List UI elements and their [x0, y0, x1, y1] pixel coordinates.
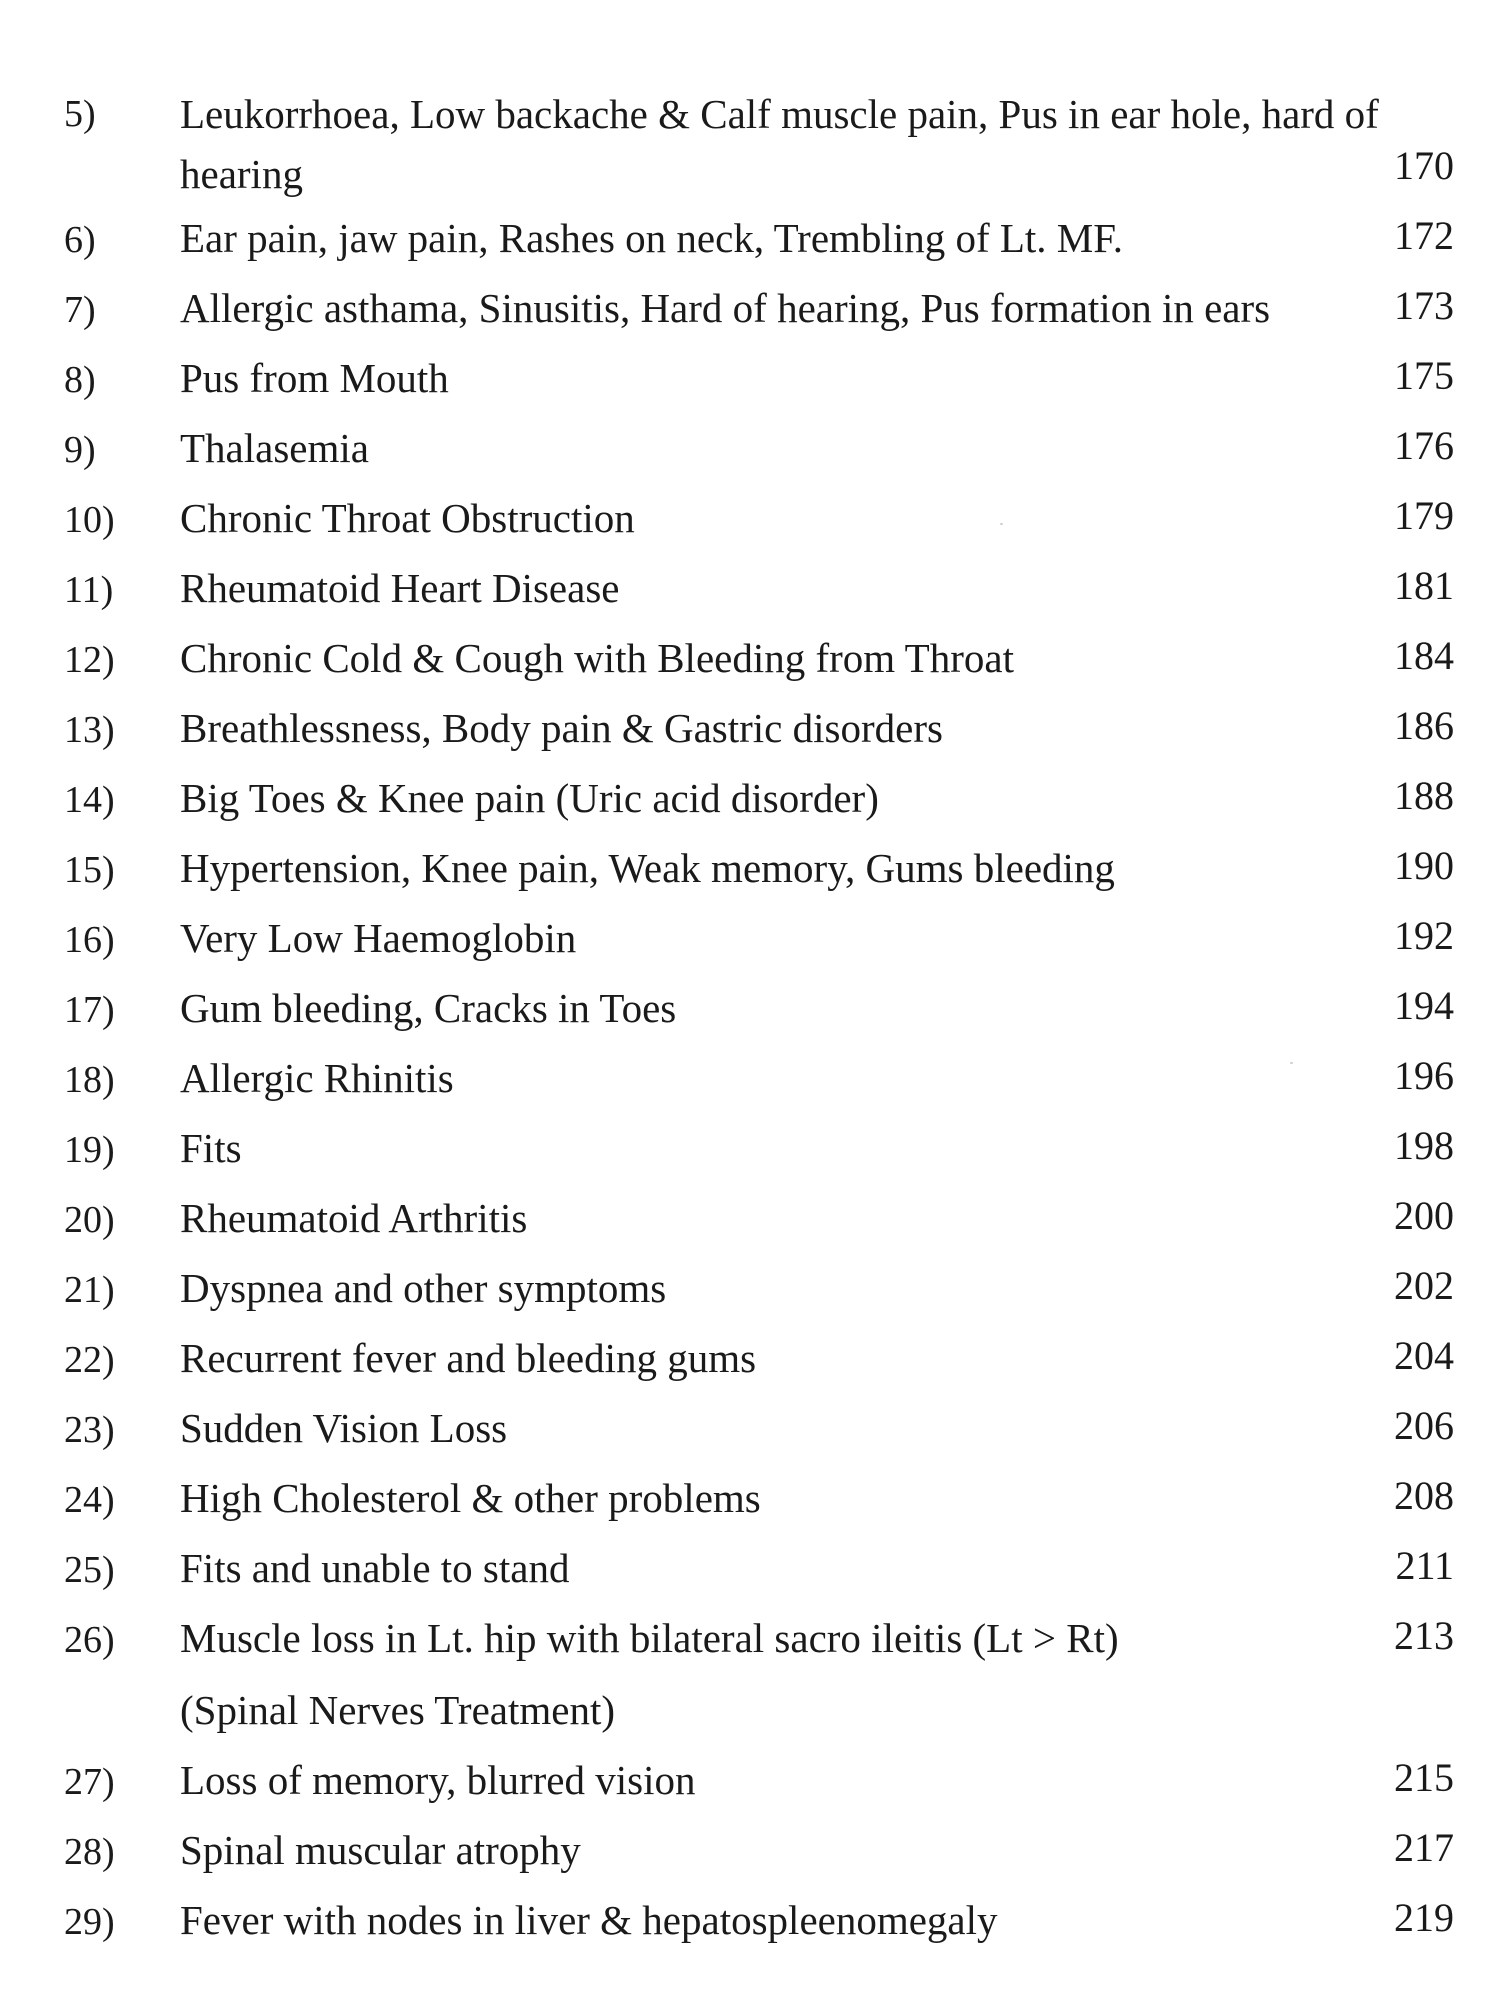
entry-title: Muscle loss in Lt. hip with bilateral sacro ileitis (Lt > Rt)	[180, 1615, 1119, 1661]
entry-page: 181	[1394, 563, 1454, 608]
entry-page: 206	[1394, 1403, 1454, 1448]
entry-title: Rheumatoid Arthritis	[180, 1195, 528, 1241]
entry-page: 219	[1394, 1895, 1454, 1940]
entry-title: Spinal muscular atrophy	[180, 1827, 581, 1873]
entry-title: Ear pain, jaw pain, Rashes on neck, Trembling of Lt. MF.	[180, 215, 1124, 261]
entry-page: 194	[1394, 983, 1454, 1028]
entry-title: Allergic asthama, Sinusitis, Hard of hearing, Pus formation in ears	[180, 285, 1271, 331]
entry-number: 23)	[64, 1409, 115, 1451]
entry-number: 15)	[64, 849, 115, 891]
entry-page: 200	[1394, 1193, 1454, 1238]
entry-number: 14)	[64, 779, 115, 821]
entry-title: Leukorrhoea, Low backache & Calf muscle pain, Pus in ear hole, hard of hearing	[180, 91, 1379, 197]
entry-page: 173	[1394, 283, 1454, 328]
entry-page: 179	[1394, 493, 1454, 538]
scan-speck	[1290, 1062, 1293, 1064]
entry-number: 24)	[64, 1479, 115, 1521]
entry-title: Pus from Mouth	[180, 355, 449, 401]
entry-title: Breathlessness, Body pain & Gastric disorders	[180, 705, 943, 751]
entry-page: 213	[1394, 1613, 1454, 1658]
entry-number: 17)	[64, 989, 115, 1031]
entry-title: Gum bleeding, Cracks in Toes	[180, 985, 677, 1031]
entry-number: 7)	[64, 289, 96, 331]
entry-title: Very Low Haemoglobin	[180, 915, 577, 961]
entry-title: Thalasemia	[180, 425, 369, 471]
entry-page: 188	[1394, 773, 1454, 818]
entry-title: Hypertension, Knee pain, Weak memory, Gums bleeding	[180, 845, 1115, 891]
entry-page: 198	[1394, 1123, 1454, 1168]
entry-number: 5)	[64, 93, 96, 135]
entry-page: 192	[1394, 913, 1454, 958]
entry-number: 11)	[64, 569, 114, 611]
entry-number: 22)	[64, 1339, 115, 1381]
entry-number: 29)	[64, 1901, 115, 1943]
entry-number: 8)	[64, 359, 96, 401]
entry-page: 217	[1394, 1825, 1454, 1870]
entry-number: 18)	[64, 1059, 115, 1101]
entry-page: 204	[1394, 1333, 1454, 1378]
entry-title: Fits and unable to stand	[180, 1545, 570, 1591]
entry-number: 10)	[64, 499, 115, 541]
entry-page: 196	[1394, 1053, 1454, 1098]
entry-number: 19)	[64, 1129, 115, 1171]
entry-title: Recurrent fever and bleeding gums	[180, 1335, 757, 1381]
scan-speck	[1000, 523, 1003, 525]
entry-title: Chronic Throat Obstruction	[180, 495, 635, 541]
entry-number: 13)	[64, 709, 115, 751]
entry-title: Big Toes & Knee pain (Uric acid disorder)	[180, 775, 879, 821]
entry-number: 26)	[64, 1619, 115, 1661]
entry-title-line2: (Spinal Nerves Treatment)	[180, 1687, 615, 1733]
entry-title: Fits	[180, 1125, 242, 1171]
entry-number: 21)	[64, 1269, 115, 1311]
entry-number: 20)	[64, 1199, 115, 1241]
entry-page: 208	[1394, 1473, 1454, 1518]
entry-title: Chronic Cold & Cough with Bleeding from Throat	[180, 635, 1014, 681]
entry-number: 6)	[64, 219, 96, 261]
entry-number: 9)	[64, 429, 96, 471]
entry-page: 186	[1394, 703, 1454, 748]
entry-number: 25)	[64, 1549, 115, 1591]
entry-page: 176	[1394, 423, 1454, 468]
entry-title: Dyspnea and other symptoms	[180, 1265, 667, 1311]
entry-number: 16)	[64, 919, 115, 961]
entry-title: Allergic Rhinitis	[180, 1055, 454, 1101]
entry-number: 28)	[64, 1831, 115, 1873]
entry-page: 202	[1394, 1263, 1454, 1308]
entry-page: 215	[1394, 1755, 1454, 1800]
entry-page: 184	[1394, 633, 1454, 678]
entry-page: 190	[1394, 843, 1454, 888]
entry-title: Sudden Vision Loss	[180, 1405, 508, 1451]
entry-page: 211	[1395, 1543, 1454, 1588]
entry-page: 170	[1394, 143, 1454, 188]
entry-page: 172	[1394, 213, 1454, 258]
entry-page: 175	[1394, 353, 1454, 398]
entry-number: 27)	[64, 1761, 115, 1803]
entry-title: Fever with nodes in liver & hepatospleenomegaly	[180, 1897, 998, 1943]
entry-title: High Cholesterol & other problems	[180, 1475, 761, 1521]
entry-title: Loss of memory, blurred vision	[180, 1757, 696, 1803]
entry-number: 12)	[64, 639, 115, 681]
entry-title: Rheumatoid Heart Disease	[180, 565, 620, 611]
